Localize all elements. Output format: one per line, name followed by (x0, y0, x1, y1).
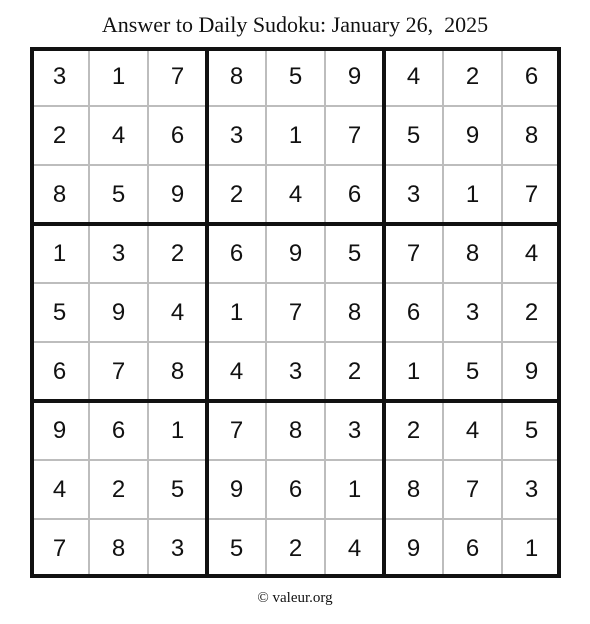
sudoku-cell: 8 (288, 416, 303, 444)
sudoku-cell: 5 (111, 180, 126, 208)
grid-line-thick (557, 47, 561, 578)
sudoku-cell: 7 (347, 121, 362, 149)
sudoku-cell: 2 (288, 534, 303, 562)
sudoku-cell: 3 (406, 180, 421, 208)
grid-line-thin (30, 518, 561, 520)
sudoku-cell: 7 (52, 534, 67, 562)
sudoku-cell: 7 (406, 239, 421, 267)
sudoku-cell: 2 (229, 180, 244, 208)
sudoku-cell: 2 (111, 475, 126, 503)
sudoku-cell: 7 (465, 475, 480, 503)
sudoku-cell: 5 (406, 121, 421, 149)
sudoku-cell: 9 (406, 534, 421, 562)
sudoku-cell: 4 (465, 416, 480, 444)
sudoku-cell: 4 (524, 239, 539, 267)
sudoku-cell: 8 (111, 534, 126, 562)
sudoku-cell: 7 (170, 62, 185, 90)
sudoku-cell: 7 (229, 416, 244, 444)
sudoku-cell: 5 (288, 62, 303, 90)
sudoku-cell: 5 (524, 416, 539, 444)
sudoku-cell: 3 (347, 416, 362, 444)
sudoku-cell: 2 (524, 298, 539, 326)
sudoku-cell: 2 (52, 121, 67, 149)
sudoku-cell: 1 (111, 62, 126, 90)
sudoku-cell: 9 (288, 239, 303, 267)
sudoku-cell: 2 (465, 62, 480, 90)
sudoku-cell: 3 (170, 534, 185, 562)
sudoku-cell: 9 (229, 475, 244, 503)
puzzle-title: Answer to Daily Sudoku: January 26, 2025 (101, 12, 489, 37)
sudoku-board (30, 47, 561, 578)
grid-line-thick (382, 47, 386, 578)
grid-line-thin (501, 47, 503, 578)
copyright-footer: © valeur.org (257, 590, 333, 606)
sudoku-cell: 1 (229, 298, 244, 326)
grid-line-thin (324, 47, 326, 578)
sudoku-cell: 4 (52, 475, 67, 503)
sudoku-cell: 5 (170, 475, 185, 503)
grid-line-thick (30, 399, 561, 403)
grid-line-thick (30, 574, 561, 578)
sudoku-cell: 6 (229, 239, 244, 267)
sudoku-cell: 9 (347, 62, 362, 90)
sudoku-cell: 5 (465, 357, 480, 385)
grid-line-thick (30, 47, 561, 51)
sudoku-cell: 4 (406, 62, 421, 90)
sudoku-cell: 8 (465, 239, 480, 267)
sudoku-cell: 2 (170, 239, 185, 267)
sudoku-cell: 3 (524, 475, 539, 503)
sudoku-cell: 9 (52, 416, 67, 444)
sudoku-cell: 5 (347, 239, 362, 267)
sudoku-cell: 3 (288, 357, 303, 385)
grid-line-thin (265, 47, 267, 578)
sudoku-cell: 3 (52, 62, 67, 90)
sudoku-cell: 1 (52, 239, 67, 267)
sudoku-cell: 1 (288, 121, 303, 149)
grid-line-thin (30, 459, 561, 461)
sudoku-cell: 3 (229, 121, 244, 149)
sudoku-cell: 3 (111, 239, 126, 267)
sudoku-cell: 8 (347, 298, 362, 326)
sudoku-cell: 1 (170, 416, 185, 444)
sudoku-cell: 2 (406, 416, 421, 444)
sudoku-cell: 3 (465, 298, 480, 326)
sudoku-cell: 6 (347, 180, 362, 208)
sudoku-cell: 8 (52, 180, 67, 208)
sudoku-cell: 8 (229, 62, 244, 90)
sudoku-cell: 7 (111, 357, 126, 385)
grid-line-thin (30, 282, 561, 284)
sudoku-cell: 9 (111, 298, 126, 326)
sudoku-cell: 6 (52, 357, 67, 385)
grid-line-thin (30, 164, 561, 166)
sudoku-cell: 7 (524, 180, 539, 208)
sudoku-cell: 7 (288, 298, 303, 326)
sudoku-cell: 6 (406, 298, 421, 326)
sudoku-cell: 8 (406, 475, 421, 503)
grid-line-thin (88, 47, 90, 578)
sudoku-cell: 6 (465, 534, 480, 562)
sudoku-cell: 4 (111, 121, 126, 149)
sudoku-cell: 1 (465, 180, 480, 208)
sudoku-cell: 6 (170, 121, 185, 149)
sudoku-cell: 1 (406, 357, 421, 385)
sudoku-cell: 8 (170, 357, 185, 385)
sudoku-cell: 4 (229, 357, 244, 385)
sudoku-cell: 4 (288, 180, 303, 208)
grid-line-thick (30, 222, 561, 226)
sudoku-cell: 4 (347, 534, 362, 562)
grid-line-thin (30, 341, 561, 343)
grid-line-thin (147, 47, 149, 578)
sudoku-cell: 4 (170, 298, 185, 326)
sudoku-cell: 6 (111, 416, 126, 444)
sudoku-cell: 8 (524, 121, 539, 149)
grid-line-thick (30, 47, 34, 578)
grid-line-thick (205, 47, 209, 578)
sudoku-cell: 2 (347, 357, 362, 385)
sudoku-cell: 6 (288, 475, 303, 503)
sudoku-cell: 9 (524, 357, 539, 385)
sudoku-cell: 6 (524, 62, 539, 90)
sudoku-cell: 9 (170, 180, 185, 208)
sudoku-cell: 5 (52, 298, 67, 326)
sudoku-cell: 1 (524, 534, 539, 562)
grid-line-thin (442, 47, 444, 578)
sudoku-cell: 1 (347, 475, 362, 503)
sudoku-cell: 9 (465, 121, 480, 149)
sudoku-cell: 5 (229, 534, 244, 562)
grid-line-thin (30, 105, 561, 107)
